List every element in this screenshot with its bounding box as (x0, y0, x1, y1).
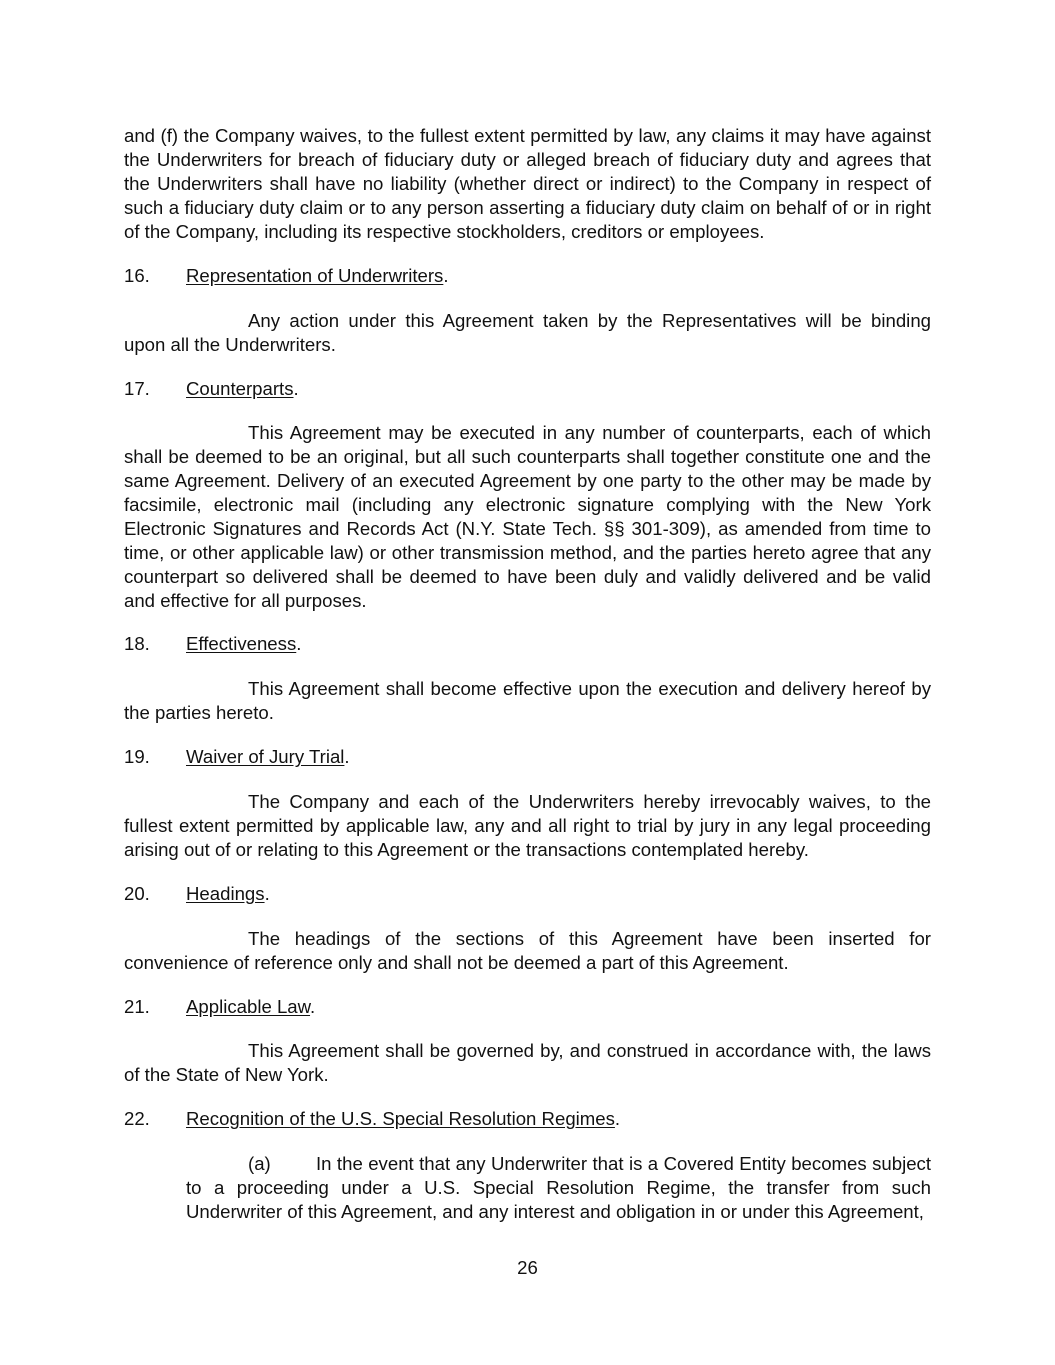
section-body-17 (124, 421, 931, 613)
paragraph-text: This Agreement may be executed in any number of counterparts, each of which shall be deemed to be an original, but all such counterparts shall together constitute one and the same Agreement. Delivery of an executed Agreement by one party to the other may be made by facsimile, electronic mail (including any electronic signature complying with the New York Electronic Signatures and Records Act (N.Y. State Tech. §§ 301-309), as amended from time to time, or other applicable law) or other transmission method, and the parties hereto agree that any counterpart so delivered shall be deemed to have been duly and validly delivered and be valid and effective for all purposes. (124, 422, 931, 611)
section-heading-17 (124, 377, 931, 401)
section-title: Applicable Law. (186, 996, 316, 1017)
section-title: Waiver of Jury Trial. (186, 746, 350, 767)
section-number: 22. (124, 1108, 150, 1129)
paragraph-text: The headings of the sections of this Agreement have been inserted for convenience of reference only and shall not be deemed a part of this Agreement. (124, 928, 931, 973)
subsection-text: In the event that any Underwriter that is a Covered Entity becomes subject to a proceeding under a U.S. Special Resolution Regime, the transfer from such Underwriter of this Agreement, and any interest and obligation in or under this Agreement, (186, 1153, 931, 1222)
paragraph-text: and (f) the Company waives, to the fullest extent permitted by law, any claims it may have against the Underwriters for breach of fiduciary duty or alleged breach of fiduciary duty and agrees that the Underwriters shall have no liability (whether direct or indirect) to the Company in respect of such a fiduciary duty claim or to any person asserting a fiduciary duty claim on behalf of or in right of the Company, including its respective stockholders, creditors or employees. (124, 125, 931, 242)
section-number: 17. (124, 378, 150, 399)
paragraph-text (186, 1152, 931, 1224)
section-body-20 (124, 927, 931, 975)
section-number: 16. (124, 265, 150, 286)
section-title: Headings. (186, 883, 270, 904)
section-title: Effectiveness. (186, 633, 302, 654)
paragraph-text: The Company and each of the Underwriters hereby irrevocably waives, to the fullest extent permitted by applicable law, any and all right to trial by jury in any legal proceeding arising out of or relating to this Agreement or the transactions contemplated hereby. (124, 791, 931, 860)
section-number: 21. (124, 996, 150, 1017)
section-number: 19. (124, 746, 150, 767)
section-title: Counterparts. (186, 378, 299, 399)
section-number: 18. (124, 633, 150, 654)
paragraph-continuation (124, 124, 931, 244)
section-number: 20. (124, 883, 150, 904)
section-heading-20 (124, 882, 931, 906)
section-heading-18 (124, 632, 931, 656)
section-title: Recognition of the U.S. Special Resolution Regimes. (186, 1108, 621, 1129)
section-body-18 (124, 677, 931, 725)
section-heading-22 (124, 1107, 931, 1131)
paragraph-text: This Agreement shall be governed by, and construed in accordance with, the laws of the State of New York. (124, 1040, 931, 1085)
section-title: Representation of Underwriters. (186, 265, 449, 286)
section-heading-16 (124, 264, 931, 288)
subsection-label: (a) (248, 1153, 271, 1174)
section-heading-21 (124, 995, 931, 1019)
section-body-21 (124, 1039, 931, 1087)
paragraph-text: Any action under this Agreement taken by the Representatives will be binding upon all the Underwriters. (124, 310, 931, 355)
section-body-16 (124, 309, 931, 357)
page-number: 26 (517, 1257, 538, 1278)
subsection-22a (186, 1152, 931, 1224)
paragraph-text: This Agreement shall become effective upon the execution and delivery hereof by the parties hereto. (124, 678, 931, 723)
section-heading-19 (124, 745, 931, 769)
section-body-19 (124, 790, 931, 862)
